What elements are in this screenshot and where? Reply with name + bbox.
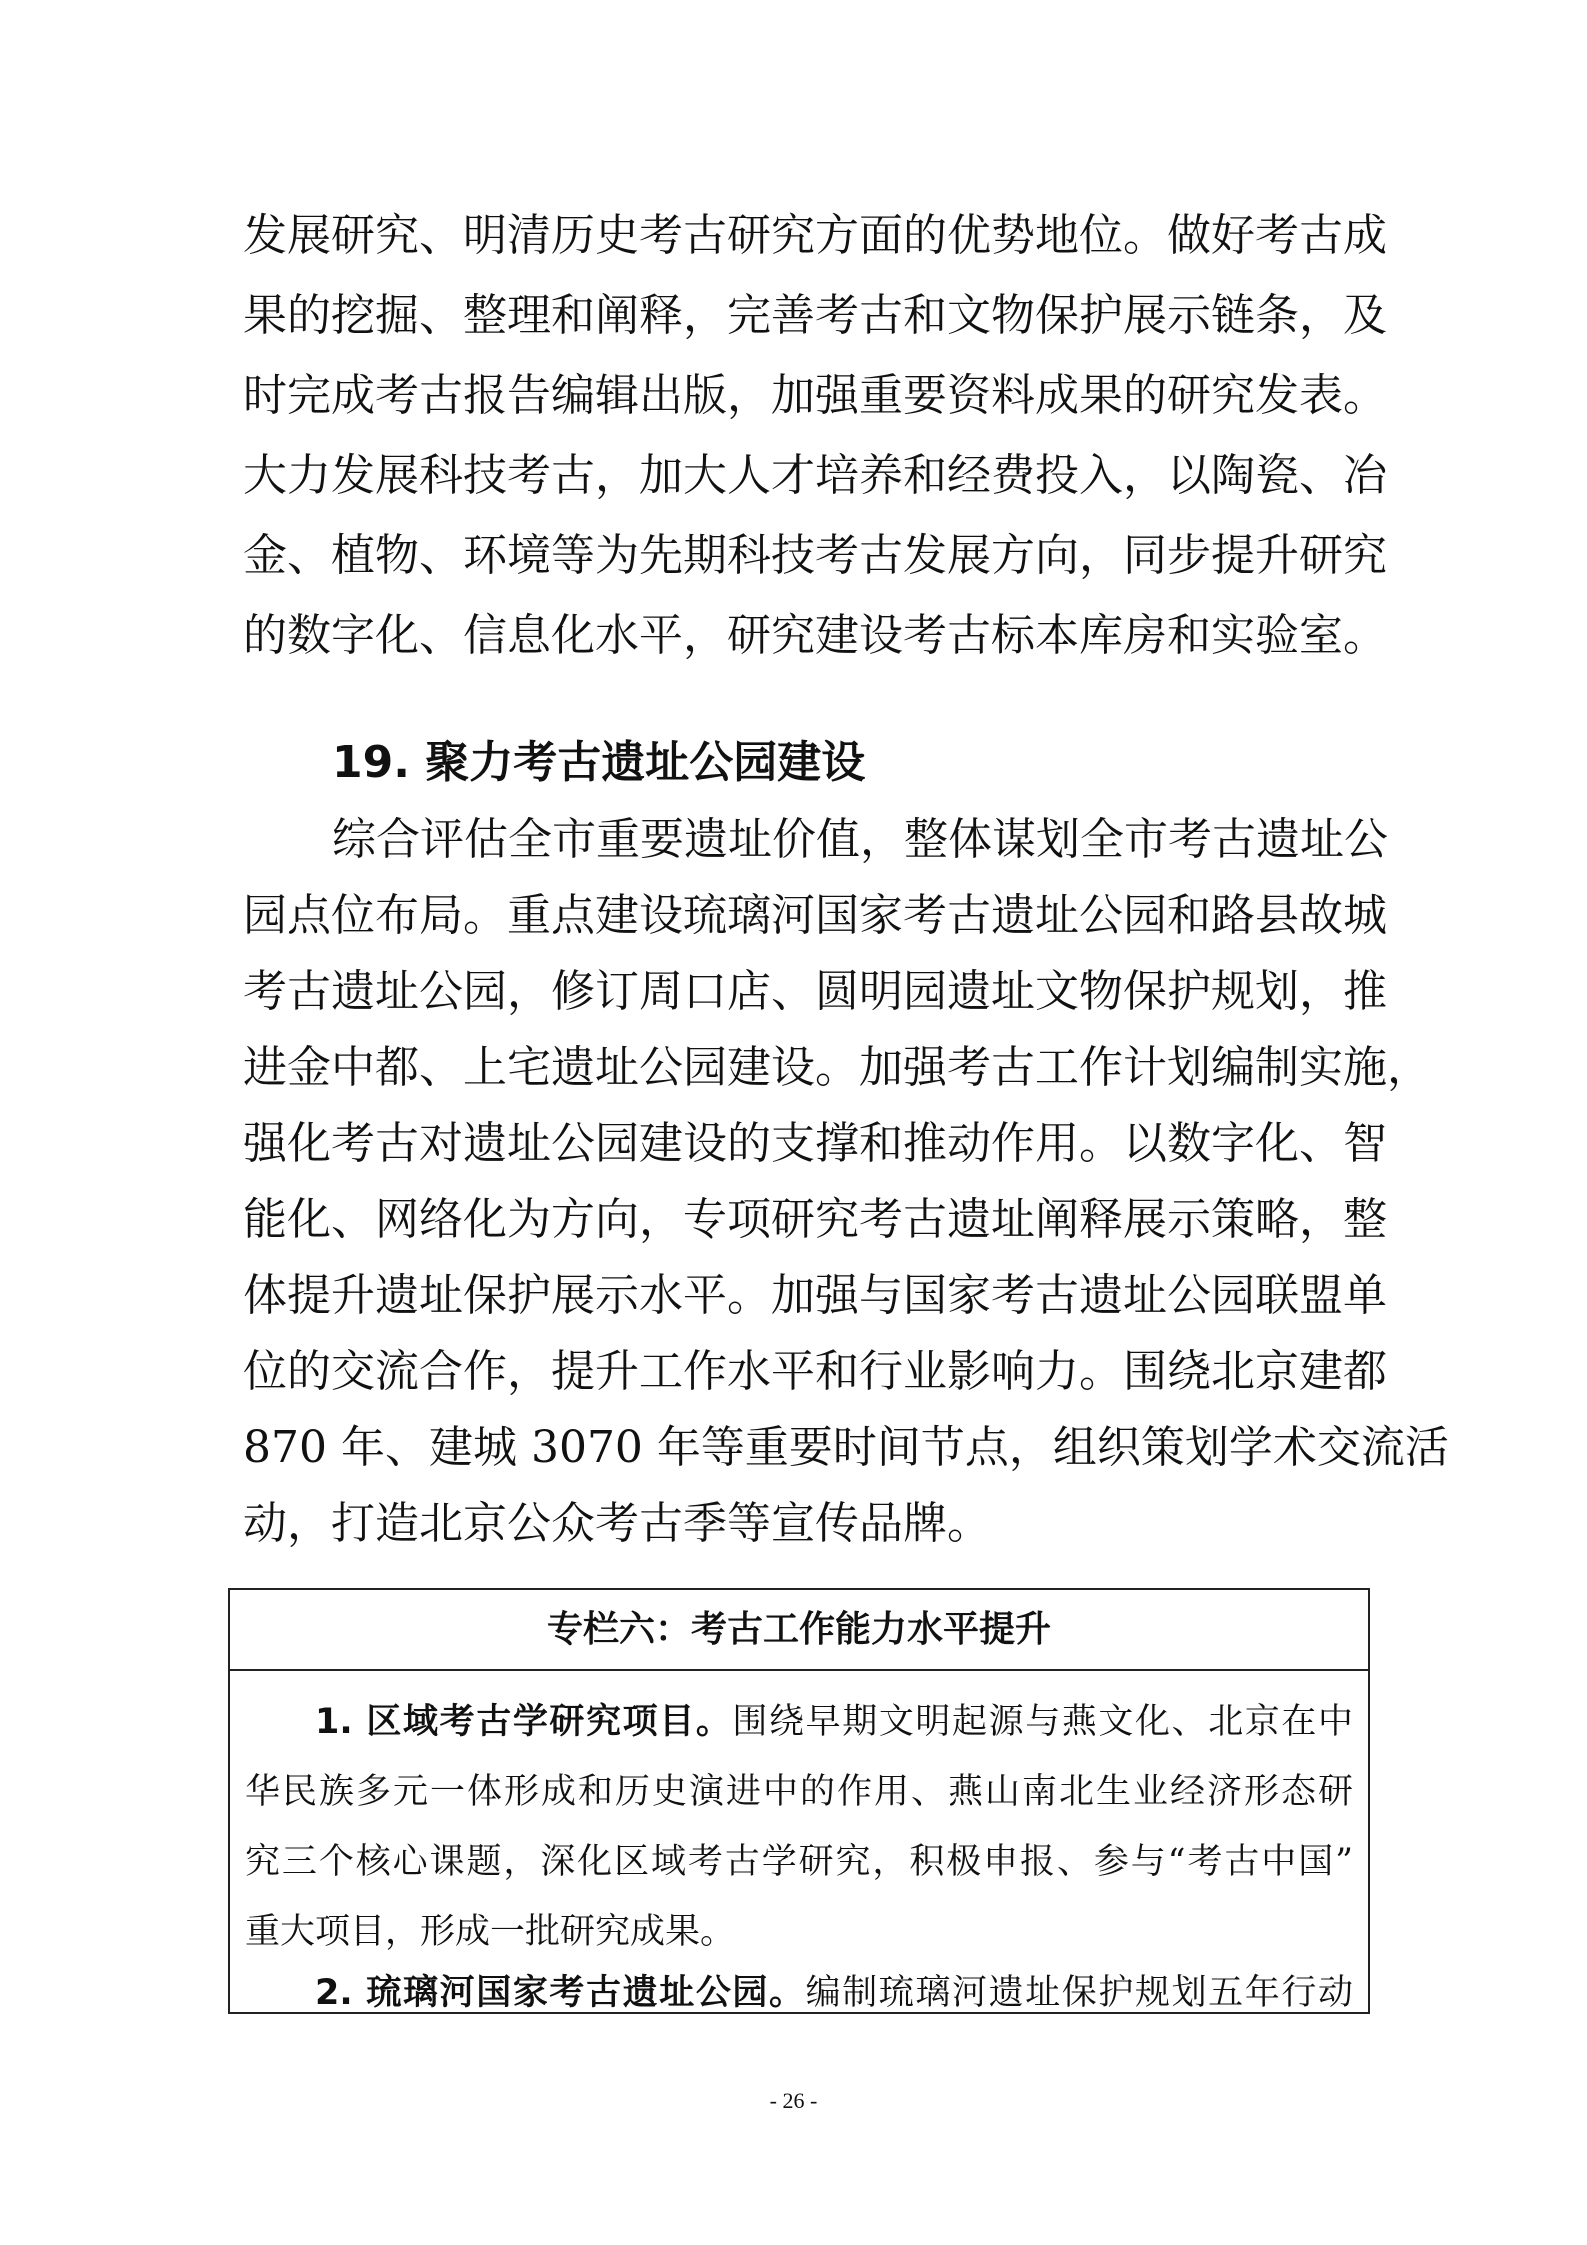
paragraph-line: 870 年、建城 3070 年等重要时间节点，组织策划学术交流活 bbox=[243, 1422, 1449, 1473]
box-item-line: 华民族多元一体形成和历史演进中的作用、燕山南北生业经济形态研 bbox=[245, 1772, 1353, 1812]
paragraph-line: 园点位布局。重点建设琉璃河国家考古遗址公园和路县故城 bbox=[243, 890, 1387, 941]
paragraph-line: 考古遗址公园，修订周口店、圆明园遗址文物保护规划，推 bbox=[243, 966, 1387, 1017]
box-item-line bbox=[315, 1687, 1353, 1757]
section-heading: 19. 聚力考古遗址公园建设 bbox=[332, 737, 866, 788]
paragraph-line: 果的挖掘、整理和阐释，完善考古和文物保护展示链条，及 bbox=[243, 290, 1387, 341]
paragraph-line: 位的交流合作，提升工作水平和行业影响力。围绕北京建都 bbox=[243, 1346, 1387, 1397]
box-item-line: 究三个核心课题，深化区域考古学研究，积极申报、参与“考古中国” bbox=[245, 1842, 1353, 1882]
column-box-title: 专栏六：考古工作能力水平提升 bbox=[230, 1590, 1368, 1671]
page-number: - 26 - bbox=[769, 2088, 818, 2113]
paragraph-line: 动，打造北京公众考古季等宣传品牌。 bbox=[243, 1498, 991, 1549]
paragraph-line: 综合评估全市重要遗址价值，整体谋划全市考古遗址公 bbox=[332, 814, 1388, 865]
paragraph-line: 时完成考古报告编辑出版，加强重要资料成果的研究发表。 bbox=[243, 370, 1387, 421]
box-item-line bbox=[315, 1958, 1353, 2028]
paragraph-line: 的数字化、信息化水平，研究建设考古标本库房和实验室。 bbox=[243, 610, 1387, 661]
box-item-lead: 2. 琉璃河国家考古遗址公园。 bbox=[315, 1973, 806, 2013]
paragraph-line: 大力发展科技考古，加大人才培养和经费投入，以陶瓷、冶 bbox=[243, 450, 1387, 501]
paragraph-line: 强化考古对遗址公园建设的支撑和推动作用。以数字化、智 bbox=[243, 1118, 1387, 1169]
paragraph-line: 进金中都、上宅遗址公园建设。加强考古工作计划编制实施， bbox=[243, 1042, 1431, 1093]
box-item-text: 编制琉璃河遗址保护规划五年行动 bbox=[805, 1973, 1353, 2013]
column-box bbox=[228, 1588, 1370, 2014]
box-item-lead: 1. 区域考古学研究项目。 bbox=[315, 1702, 733, 1742]
paragraph-line: 体提升遗址保护展示水平。加强与国家考古遗址公园联盟单 bbox=[243, 1270, 1387, 1321]
box-item-line: 重大项目，形成一批研究成果。 bbox=[245, 1912, 736, 1952]
paragraph-line: 能化、网络化为方向，专项研究考古遗址阐释展示策略，整 bbox=[243, 1194, 1387, 1245]
paragraph-line: 发展研究、明清历史考古研究方面的优势地位。做好考古成 bbox=[243, 210, 1387, 261]
paragraph-line: 金、植物、环境等为先期科技考古发展方向，同步提升研究 bbox=[243, 530, 1387, 581]
box-item-text: 围绕早期文明起源与燕文化、北京在中 bbox=[732, 1702, 1353, 1742]
